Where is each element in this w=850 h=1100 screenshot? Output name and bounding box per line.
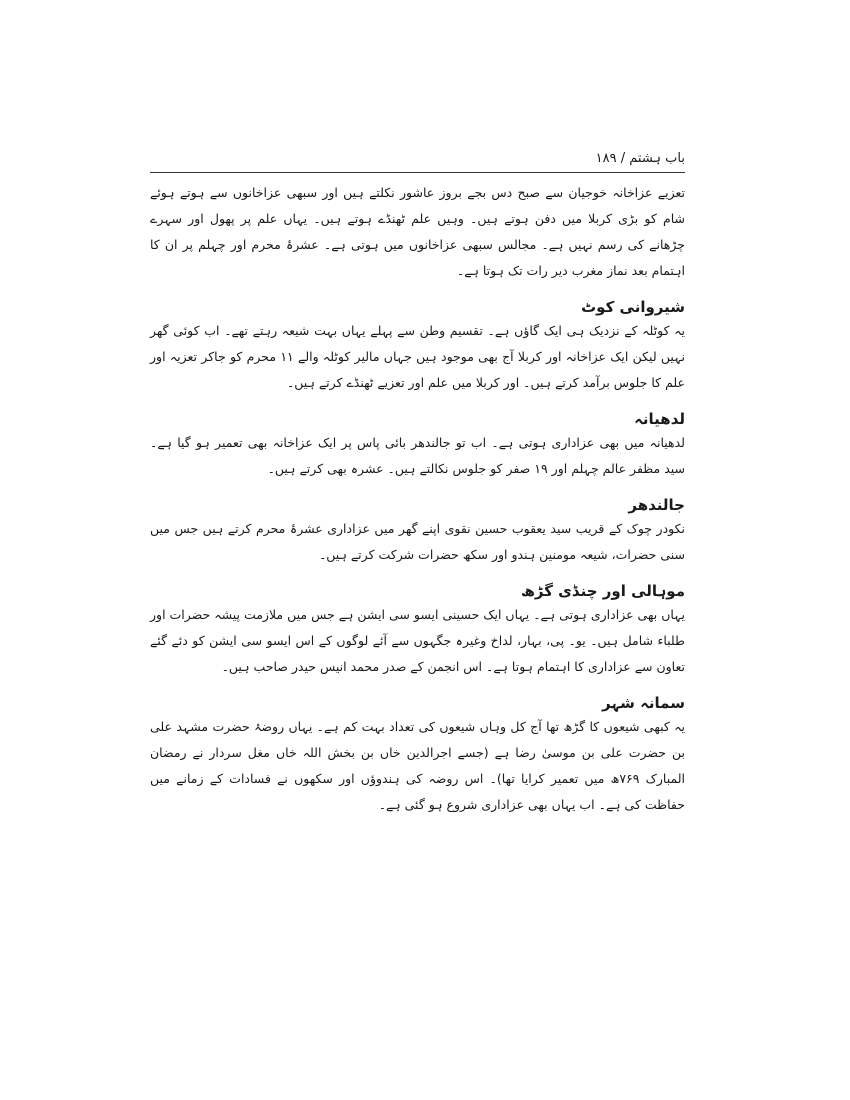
section-paragraph: یہاں بھی عزاداری ہوتی ہے۔ یہاں ایک حسینی ایسو سی ایشن ہے جس میں ملازمت پیشہ حضرات اور طلباء شامل ہیں۔ یو۔ پی، بہار، لداخ وغیرہ جگہوں سے آئے لوگوں کے اس ایسو سی ایشن کو دئے گئے تعاون سے عزاداری کا اہتمام ہوتا ہے۔ اس انجمن کے صدر محمد انیس حیدر صاحب ہیں۔ <box>150 607 685 674</box>
section-title: موہالی اور چنڈی گڑھ <box>520 582 685 600</box>
section-title: لدھیانہ <box>634 410 685 428</box>
section-paragraph: نکودر چوک کے قریب سید یعقوب حسین نقوی اپنے گھر میں عزاداری عشرۂ محرم کرتے ہیں جس میں سنی حضرات، شیعہ مومنین ہندو اور سکھ حضرات شرکت کرتے ہیں۔ <box>150 521 685 562</box>
page-body <box>150 180 685 818</box>
section-mohali-chandigarh <box>150 580 685 680</box>
section-samana <box>150 692 685 818</box>
section-ludhiana <box>150 408 685 482</box>
intro-section <box>150 180 685 284</box>
section-sherwani-kot <box>150 296 685 396</box>
running-head: باب ہشتم / ۱۸۹ <box>595 151 685 166</box>
section-title: شیروانی کوٹ <box>581 298 685 316</box>
page-header <box>150 150 685 173</box>
section-title: سمانہ شہر <box>602 694 685 712</box>
section-paragraph: یہ کبھی شیعوں کا گڑھ تھا آج کل وہاں شیعوں کی تعداد بہت کم ہے۔ یہاں روضۂ حضرت مشہد علی بن حضرت علی بن موسیٰ رضا ہے (جسے اجرالدین خاں بن بخش اللہ خاں مغل سردار نے رمضان المبارک ۷۶۹ھ میں تعمیر کرایا تھا)۔ اس روضہ کی ہندوؤں اور سکھوں نے فسادات کے زمانے میں حفاظت کی ہے۔ اب یہاں بھی عزاداری شروع ہو گئی ہے۔ <box>150 719 685 812</box>
section-paragraph: یہ کوٹلہ کے نزدیک ہی ایک گاؤں ہے۔ تقسیم وطن سے پہلے یہاں بہت شیعہ رہتے تھے۔ اب کوئی گھر نہیں لیکن ایک عزاخانہ اور کربلا آج بھی موجود ہیں جہاں مالیر کوٹلہ والے ۱۱ محرم کو جاکر تعزیہ اور علم کا جلوس برآمد کرتے ہیں۔ اور کربلا میں علم اور تعزیے ٹھنڈے کرتے ہیں۔ <box>150 323 685 390</box>
section-title: جالندھر <box>628 496 685 514</box>
intro-paragraph: تعزیے عزاخانہ خوجیان سے صبح دس بجے بروز عاشور نکلتے ہیں اور سبھی عزاخانوں سے ہوتے ہوئے شام کو بڑی کربلا میں دفن ہوتے ہیں۔ وہیں علم ٹھنڈے ہوتے ہیں۔ یہاں علم پر پھول اور سہرے چڑھانے کی رسم نہیں ہے۔ مجالس سبھی عزاخانوں میں ہوتی ہے۔ عشرۂ محرم اور چہلم پر ان کا اہتمام بعد نماز مغرب دیر رات تک ہوتا ہے۔ <box>150 185 685 278</box>
section-jalandhar <box>150 494 685 568</box>
section-paragraph: لدھیانہ میں بھی عزاداری ہوتی ہے۔ اب تو جالندھر بائی پاس پر ایک عزاخانہ بھی تعمیر ہو گیا ہے۔ سید مظفر عالم چہلم اور ۱۹ صفر کو جلوس نکالتے ہیں۔ عشرہ بھی کرتے ہیں۔ <box>150 435 685 476</box>
